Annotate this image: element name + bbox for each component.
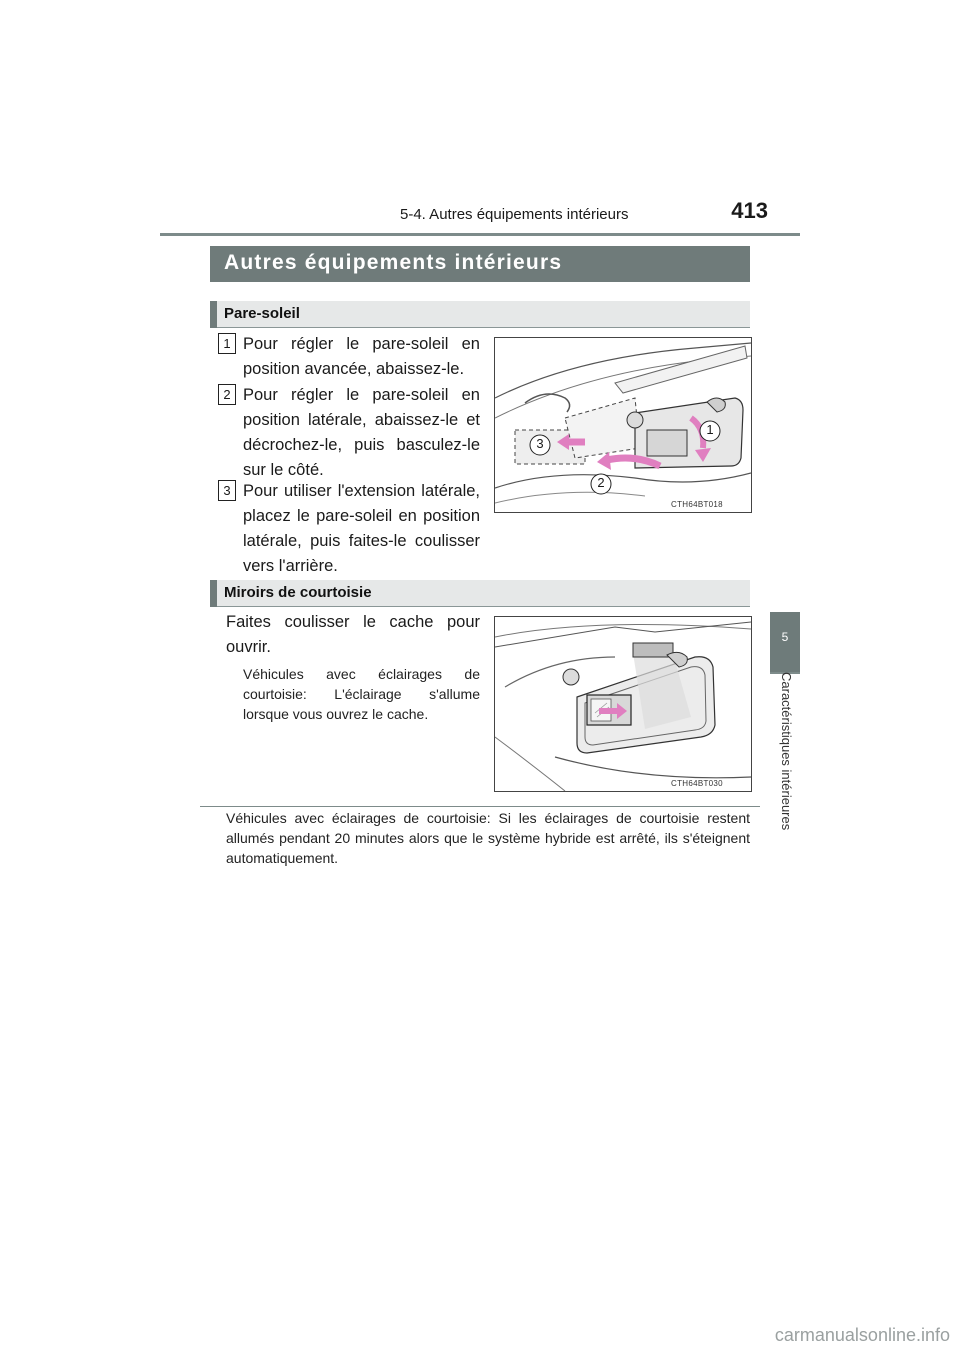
vanity-mirror-illustration [494,616,752,792]
subheading-vanity-mirrors [210,580,750,607]
step-text-2: Pour régler le pare-soleil en position latérale, abaissez-le et décrochez-le, puis basculez-le sur le côté. [243,386,480,479]
step-text-3: Pour utiliser l'extension latérale, placez le pare-soleil en position latérale, puis faites-le coulisser vers l'arrière. [243,482,480,575]
sun-visor-illustration [494,337,752,513]
step-number-1: 1 [218,333,236,354]
step-number-2: 2 [218,384,236,405]
page-number: 413 [731,198,768,223]
figure-code-2: CTH64BT030 [671,779,723,788]
callout-1: 1 [706,422,714,437]
vanity-mirror-subtext: Véhicules avec éclairages de courtoisie: L'éclairage s'allume lorsque vous ouvrez le cache. [243,666,480,722]
callout-3: 3 [536,436,544,451]
vanity-mirror-text: Faites coulisser le cache pour ouvrir. [226,613,480,656]
subheading-accent [210,301,217,328]
main-title: Autres équipements intérieurs [224,251,563,274]
main-title-band [210,246,750,282]
note-rule [200,806,760,807]
subheading-sun-visor [210,301,750,328]
chapter-label-container [770,672,800,862]
chapter-label: Caractéristiques intérieures [779,672,794,831]
subheading-accent [210,580,217,607]
subheading-sun-visor-text: Pare-soleil [224,305,300,322]
chapter-number: 5 [781,630,789,644]
header-rule [160,233,800,236]
vanity-mirror-drawing [495,617,751,791]
section-title: 5-4. Autres équipements intérieurs [400,206,629,223]
step-number-3: 3 [218,480,236,501]
callout-2: 2 [597,475,605,490]
figure-code-1: CTH64BT018 [671,500,723,509]
watermark: carmanualsonline.info [774,1325,950,1345]
note-text: Véhicules avec éclairages de courtoisie: Si les éclairages de courtoisie restent allumés pendant 20 minutes alors que le système hybride est arrêté, ils s'éteignent automatiquement. [226,810,750,866]
step-text-1: Pour régler le pare-soleil en position avancée, abaissez-le. [243,335,480,378]
subheading-vanity-mirrors-text: Miroirs de courtoisie [224,584,372,601]
